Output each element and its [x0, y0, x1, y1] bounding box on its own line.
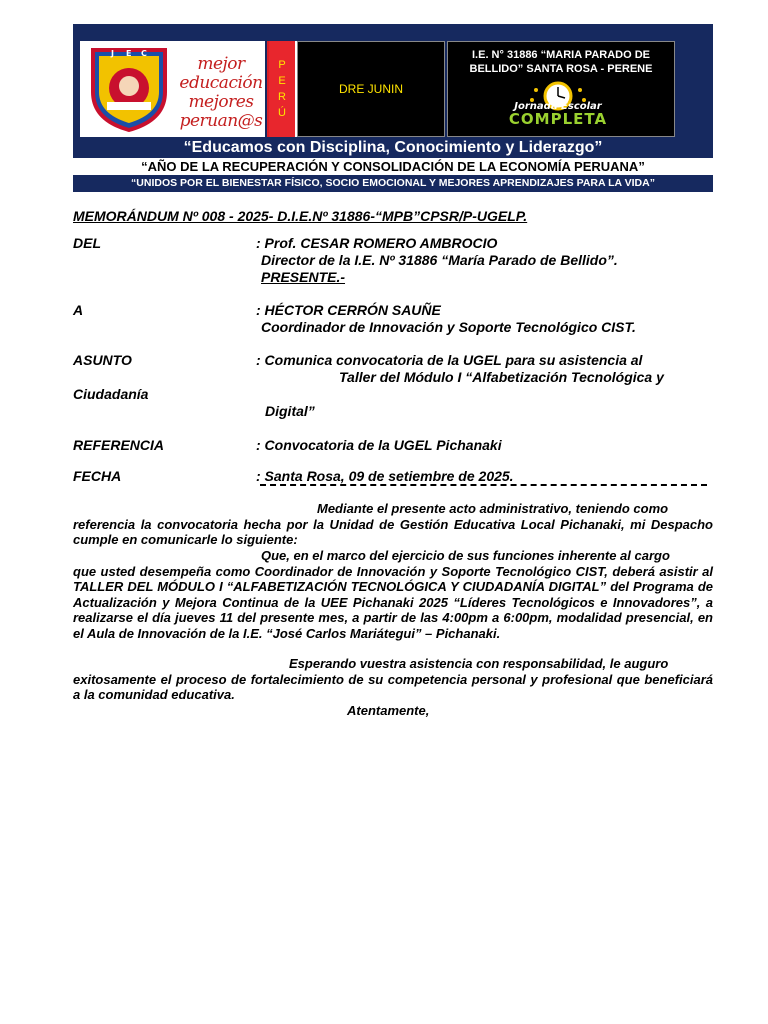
del-label: DEL — [73, 235, 101, 251]
jec-bottom-text: COMPLETA — [508, 110, 608, 128]
peru-letter: P — [278, 59, 286, 71]
peru-letter: Ú — [278, 107, 286, 119]
paragraph-2 — [73, 548, 713, 641]
asunto-line: Ciudadanía — [73, 386, 149, 402]
school-title-line: I.E. N° 31886 “MARIA PARADO DE — [472, 49, 650, 61]
peru-letter: R — [278, 91, 286, 103]
motto: “Educamos con Disciplina, Conocimiento y Liderazgo” — [183, 139, 603, 156]
jec-top-text: Jornada Escolar — [514, 101, 602, 112]
slogan-line: mejores — [188, 92, 254, 112]
school-title — [448, 48, 674, 76]
paragraph-indent: Que, en el marco del ejercicio de sus funciones inherente al cargo — [261, 548, 670, 563]
presente-line: PRESENTE.- — [261, 269, 346, 285]
paragraph-body: referencia la convocatoria hecha por la Unidad de Gestión Educativa Local Pichanaki, mi Despacho cumple en comunicarle lo siguiente: — [73, 516, 713, 547]
dre-panel — [297, 41, 445, 137]
peru-letters — [269, 57, 295, 121]
peru-letter: E — [278, 75, 286, 87]
fecha-value: : Santa Rosa, 09 de setiembre de 2025. — [256, 468, 514, 484]
memo-title: MEMORÁNDUM Nº 008 - 2025- D.I.E.Nº 31886-“MPB”CPSR/P-UGELP. — [73, 208, 528, 224]
paragraph-1 — [73, 501, 713, 548]
del-line: : Prof. CESAR ROMERO AMBROCIO — [256, 235, 498, 251]
paragraph-indent: Mediante el presente acto administrativo, teniendo como — [317, 501, 669, 516]
svg-text:C: C — [141, 49, 147, 58]
asunto-line: Digital” — [265, 403, 315, 419]
paragraph-indent: Esperando vuestra asistencia con responsabilidad, le auguro — [289, 656, 669, 671]
paragraph-3 — [73, 656, 713, 703]
referencia-value: : Convocatoria de la UGEL Pichanaki — [256, 437, 502, 453]
jec-logo — [488, 80, 628, 132]
logo-panel — [80, 41, 265, 137]
slogan-line: mejor — [197, 54, 245, 74]
fecha-label: FECHA — [73, 468, 122, 484]
paragraph-body: exitosamente el proceso de fortalecimiento de su competencia personal y profesional que beneficiará a la comunidad educativa. — [73, 671, 713, 702]
school-panel — [447, 41, 675, 137]
slogan-line: educación — [179, 73, 263, 93]
closing: Atentamente, — [347, 703, 430, 718]
svg-text:J: J — [111, 49, 114, 58]
referencia-label: REFERENCIA — [73, 437, 165, 453]
a-label: A — [73, 302, 84, 318]
asunto-line: Taller del Módulo I “Alfabetización Tecnológica y — [339, 369, 664, 385]
school-shield-logo — [89, 46, 169, 132]
peru-flag-panel — [267, 41, 297, 137]
svg-text:E: E — [126, 49, 132, 58]
asunto-line: : Comunica convocatoria de la UGEL para su asistencia al — [256, 352, 643, 368]
a-line: Coordinador de Innovación y Soporte Tecnológico CIST. — [261, 319, 636, 335]
separator-line — [260, 484, 707, 486]
del-line: Director de la I.E. Nº 31886 “María Parado de Bellido”. — [261, 252, 618, 268]
slogan-line: peruan@s — [179, 111, 263, 131]
unidos-banner: “UNIDOS POR EL BIENESTAR FÍSICO, SOCIO EMOCIONAL Y MEJORES APRENDIZAJES PARA LA VIDA” — [73, 175, 713, 192]
year-name: “AÑO DE LA RECUPERACIÓN Y CONSOLIDACIÓN DE LA ECONOMÍA PERUANA” — [141, 159, 645, 174]
a-line: : HÉCTOR CERRÓN SAUÑE — [256, 302, 441, 318]
paragraph-body: que usted desempeña como Coordinador de Innovación y Soporte Tecnológico CIST, deberá asistir al TALLER DEL MÓDULO I “ALFABETIZACIÓN TECNOLÓGICA Y CIUDADANÍA DIGITAL” del Programa de Actualización y Mejora Continua de la UEE Pichanaki 2025 “Líderes Tecnológicos e Innovadores”, a realizarse el día jueves 11 del presente mes, a partir de las 4:00pm a 6:00pm, modalidad presencial, en el Aula de Innovación de la I.E. “José Carlos Mariátegui” – Pichanaki. — [73, 563, 713, 641]
asunto-label: ASUNTO — [73, 352, 132, 368]
slogan-logo — [178, 55, 264, 131]
school-title-line: BELLIDO” SANTA ROSA - PERENE — [469, 63, 653, 75]
dre-label: DRE JUNIN — [338, 82, 403, 96]
